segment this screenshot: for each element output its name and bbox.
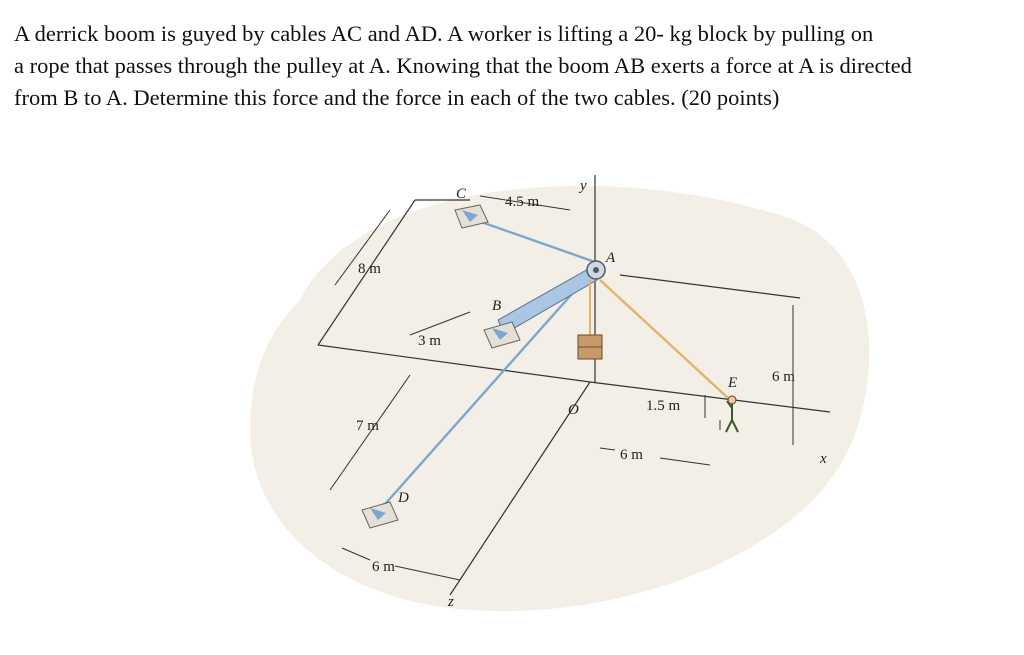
dim-3m: 3 m bbox=[418, 333, 441, 349]
problem-statement bbox=[14, 18, 1014, 114]
axis-y-label: y bbox=[580, 178, 587, 194]
pulley-hub bbox=[593, 267, 599, 273]
problem-line-2: a rope that passes through the pulley at A. Knowing that the boom AB exerts a force at A is directed bbox=[14, 53, 912, 78]
point-c-label: C bbox=[456, 186, 467, 202]
problem-line-1: A derrick boom is guyed by cables AC and AD. A worker is lifting a 20- kg block by pulling on bbox=[14, 21, 874, 46]
block bbox=[578, 335, 602, 359]
axis-x-label: x bbox=[820, 451, 827, 467]
dim-6m-right: 6 m bbox=[772, 369, 795, 385]
axis-z-label: z bbox=[448, 594, 454, 610]
point-d-label: D bbox=[398, 490, 409, 506]
dim-1-5m: 1.5 m bbox=[646, 398, 681, 414]
derrick-figure bbox=[0, 150, 1024, 655]
dim-6m-left: 6 m bbox=[372, 559, 395, 575]
dim-7m: 7 m bbox=[356, 418, 379, 434]
point-b-label: B bbox=[492, 298, 502, 314]
point-a-label: A bbox=[606, 250, 616, 266]
point-e-label: E bbox=[728, 375, 738, 391]
problem-line-3: from B to A. Determine this force and the force in each of the two cables. (20 points) bbox=[14, 85, 780, 110]
dim-6m-bottom: 6 m bbox=[620, 447, 643, 463]
point-o-label: O bbox=[568, 402, 579, 418]
dim-4-5m: 4.5 m bbox=[505, 194, 540, 210]
dim-8m: 8 m bbox=[358, 261, 381, 277]
